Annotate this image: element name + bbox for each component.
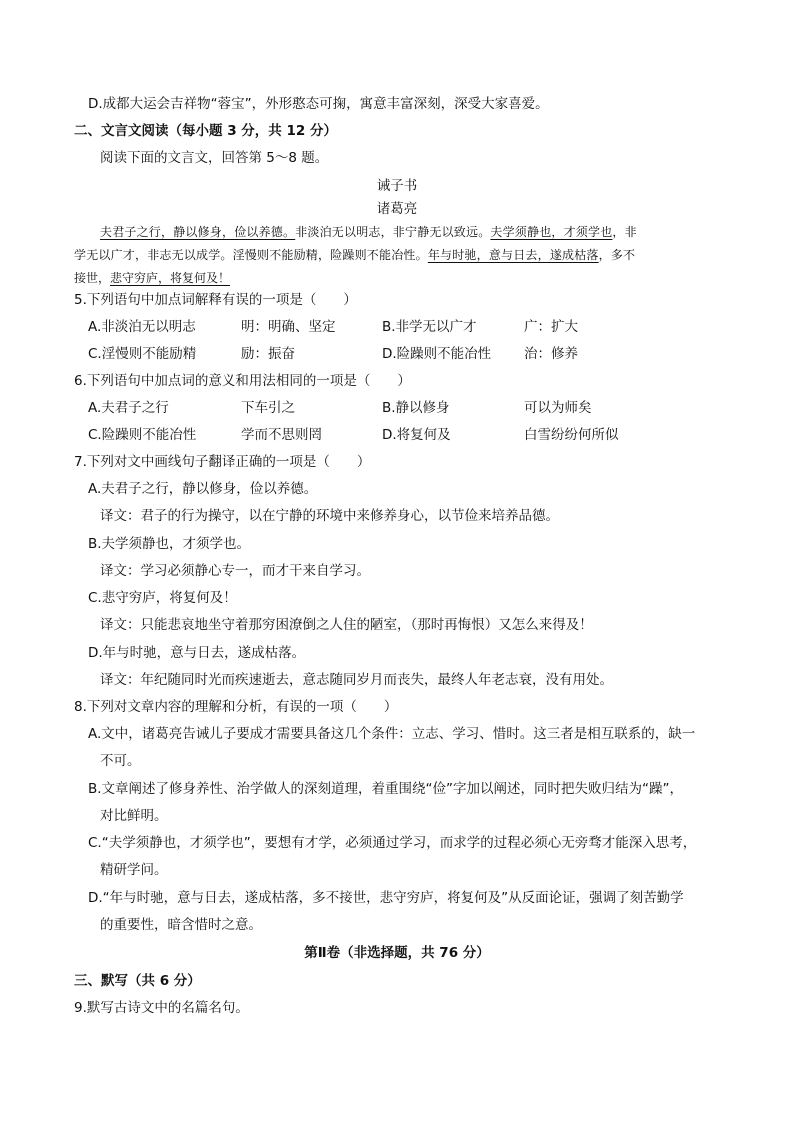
q7-stem: 7.下列对文中画线句子翻译正确的一项是（ ） <box>74 454 371 470</box>
q6-option-c: C.险躁则不能冶性 <box>88 427 197 443</box>
q7-option-a-translation: 译文：君子的行为操守，以在宁静的环境中来修养身心，以节俭来培养品德。 <box>100 508 559 524</box>
q5-option-b: B.非学无以广才 <box>382 319 477 335</box>
section-2-heading: 二、文言文阅读（每小题 3 分，共 12 分） <box>74 123 337 139</box>
q6-option-c-pair: 学而不思则罔 <box>241 427 322 443</box>
q5-option-c: C.淫慢则不能励精 <box>88 346 197 362</box>
q8-option-b-line2: 对比鲜明。 <box>100 808 168 824</box>
section-2-intro: 阅读下面的文言文，回答第 5～8 题。 <box>100 150 329 166</box>
q8-option-b-line1: B.文章阐述了修身养性、治学做人的深刻道理，着重围绕“俭”字加以阐述，同时把失败归结为“躁”， <box>88 781 684 797</box>
passage-line-1: 夫君子之行，静以修身，俭以养德。非淡泊无以明志，非宁静无以致远。夫学须静也，才须学也，非 <box>100 225 637 239</box>
passage-line-2: 学无以广才，非志无以成学。淫慢则不能励精，险躁则不能冶性。年与时驰，意与日去，遂成枯落，多不 <box>74 248 636 262</box>
q5-option-b-gloss: 广：扩大 <box>524 319 578 335</box>
q8-stem: 8.下列对文章内容的理解和分析，有误的一项（ ） <box>74 699 398 715</box>
section-3-heading: 三、默写（共 6 分） <box>74 973 201 989</box>
underlined-sentence-3: 年与时驰，意与日去，遂成枯落 <box>427 248 599 262</box>
q6-option-b: B.静以修身 <box>382 400 450 416</box>
q5-option-d: D.险躁则不能冶性 <box>382 346 492 362</box>
passage-title: 诫子书 <box>376 178 418 194</box>
q7-option-c: C.悲守穷庐，将复何及！ <box>88 590 237 606</box>
q6-option-d: D.将复何及 <box>382 427 451 443</box>
q5-option-a: A.非淡泊无以明志 <box>88 319 196 335</box>
q5-option-d-gloss: 治：修养 <box>524 346 578 362</box>
q5-option-a-gloss: 明：明确、坚定 <box>241 319 336 335</box>
q7-option-b: B.夫学须静也，才须学也。 <box>88 536 251 552</box>
q7-option-c-translation: 译文：只能悲哀地坐守着那穷困潦倒之人住的陋室，（那时再悔恨）又怎么来得及！ <box>100 617 593 633</box>
underlined-sentence-4: 悲守穷庐，将复何及！ <box>110 271 231 285</box>
q6-stem: 6.下列语句中加点词的意义和用法相同的一项是（ ） <box>74 373 411 389</box>
part-2-heading: 第Ⅱ卷（非选择题，共 76 分） <box>304 945 490 961</box>
q8-option-d-line1: D.“年与时驰，意与日去，遂成枯落，多不接世，悲守穷庐，将复何及”从反面论证，强调了刻苦勤学 <box>88 890 684 906</box>
passage-author: 诸葛亮 <box>376 201 418 217</box>
q7-option-b-translation: 译文：学习必须静心专一，而才干来自学习。 <box>100 563 370 579</box>
q8-option-a-line1: A.文中，诸葛亮告诫儿子要成才需要具备这几个条件：立志、学习、惜时。这三者是相互联系的，缺一 <box>88 726 696 742</box>
passage-line-3: 接世，悲守穷庐，将复何及！ <box>74 271 231 285</box>
q6-option-a: A.夫君子之行 <box>88 400 169 416</box>
q6-option-b-pair: 可以为师矣 <box>524 400 592 416</box>
q7-option-d: D.年与时驰，意与日去，遂成枯落。 <box>88 645 306 661</box>
q6-option-d-pair: 白雪纷纷何所似 <box>524 427 619 443</box>
underlined-sentence-2: 夫学须静也，才须学也 <box>490 225 613 239</box>
q8-option-d-line2: 的重要性，暗含惜时之意。 <box>100 917 262 933</box>
underlined-sentence-1: 夫君子之行，静以修身，俭以养德。 <box>100 225 296 239</box>
q6-option-a-pair: 下车引之 <box>241 400 295 416</box>
q8-option-a-line2: 不可。 <box>100 753 141 769</box>
q4-option-d: D.成都大运会吉祥物“蓉宝”，外形憨态可掬，寓意丰富深刻，深受大家喜爱。 <box>88 96 549 112</box>
q7-option-a: A.夫君子之行，静以修身，俭以养德。 <box>88 481 318 497</box>
q9-stem: 9.默写古诗文中的名篇名句。 <box>74 1000 249 1016</box>
q7-option-d-translation: 译文：年纪随同时光而疾速逝去，意志随同岁月而丧失，最终人年老志衰，没有用处。 <box>100 672 613 688</box>
q8-option-c-line2: 精研学问。 <box>100 862 168 878</box>
q5-stem: 5.下列语句中加点词解释有误的一项是（ ） <box>74 292 357 308</box>
q5-option-c-gloss: 励：振奋 <box>241 346 295 362</box>
q8-option-c-line1: C.“夫学须静也，才须学也”，要想有才学，必须通过学习，而求学的过程必须心无旁骛才能深入思考， <box>88 835 697 851</box>
